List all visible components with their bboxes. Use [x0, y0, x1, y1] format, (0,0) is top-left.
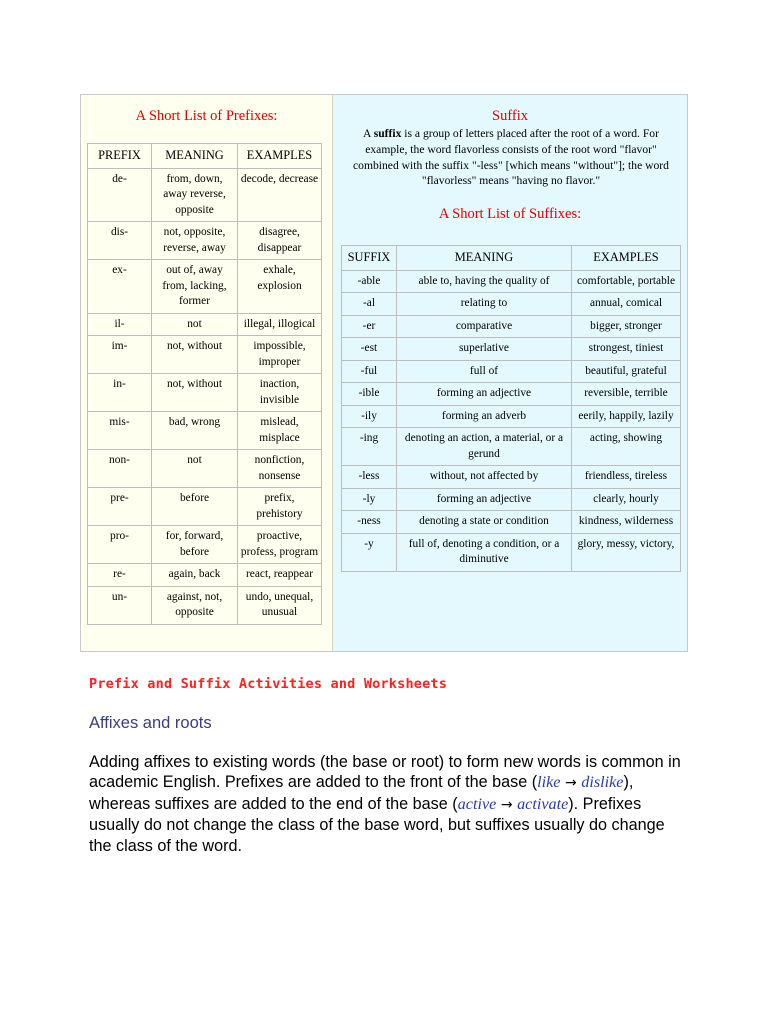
cell-meaning: before — [152, 488, 238, 526]
example-like: like — [537, 773, 561, 792]
cell-meaning: not, opposite, reverse, away — [152, 222, 238, 260]
cell-meaning: relating to — [397, 293, 572, 316]
cell-affix: dis- — [88, 222, 152, 260]
cell-examples: glory, messy, victory, — [572, 533, 681, 571]
cell-affix: un- — [88, 586, 152, 624]
cell-affix: -able — [342, 270, 397, 293]
cell-affix: pro- — [88, 526, 152, 564]
prefix-row — [88, 168, 322, 222]
cell-affix: -er — [342, 315, 397, 338]
cell-examples: kindness, wilderness — [572, 511, 681, 534]
prefix-row — [88, 564, 322, 587]
suffix-def-start: A — [363, 127, 374, 140]
cell-meaning: out of, away from, lacking, former — [152, 260, 238, 314]
prefix-table-header — [88, 144, 322, 169]
suffix-row — [342, 533, 681, 571]
cell-meaning: not, without — [152, 336, 238, 374]
cell-affix: non- — [88, 450, 152, 488]
cell-affix: -ible — [342, 383, 397, 406]
cell-meaning: from, down, away reverse, opposite — [152, 168, 238, 222]
cell-meaning: not — [152, 450, 238, 488]
cell-affix: -ness — [342, 511, 397, 534]
cell-affix: im- — [88, 336, 152, 374]
cell-affix: -ing — [342, 428, 397, 466]
cell-affix: -ful — [342, 360, 397, 383]
cell-affix: in- — [88, 374, 152, 412]
header-examples: EXAMPLES — [572, 246, 681, 271]
suffix-row — [342, 466, 681, 489]
cell-examples: mislead, misplace — [238, 412, 322, 450]
cell-examples: comfortable, portable — [572, 270, 681, 293]
prefix-row — [88, 412, 322, 450]
cell-affix: re- — [88, 564, 152, 587]
prefix-row — [88, 450, 322, 488]
cell-meaning: comparative — [397, 315, 572, 338]
suffix-row — [342, 405, 681, 428]
prefix-row — [88, 586, 322, 624]
cell-examples: disagree, disappear — [238, 222, 322, 260]
prefix-row — [88, 260, 322, 314]
body-paragraph — [89, 752, 689, 856]
cell-meaning: denoting an action, a material, or a gerund — [397, 428, 572, 466]
cell-meaning: bad, wrong — [152, 412, 238, 450]
suffix-table-header — [342, 246, 681, 271]
cell-examples: strongest, tiniest — [572, 338, 681, 361]
cell-meaning: full of, denoting a condition, or a diminutive — [397, 533, 572, 571]
suffix-row — [342, 383, 681, 406]
cell-examples: illegal, illogical — [238, 313, 322, 336]
prefix-row — [88, 374, 322, 412]
cell-examples: beautiful, grateful — [572, 360, 681, 383]
suffix-table — [341, 245, 681, 572]
cell-meaning: superlative — [397, 338, 572, 361]
affixes-heading: Affixes and roots — [89, 714, 212, 732]
prefix-row — [88, 222, 322, 260]
prefix-row — [88, 336, 322, 374]
cell-examples: exhale, explosion — [238, 260, 322, 314]
cell-meaning: able to, having the quality of — [397, 270, 572, 293]
suffix-list-title: A Short List of Suffixes: — [438, 206, 582, 222]
cell-affix: il- — [88, 313, 152, 336]
cell-examples: eerily, happily, lazily — [572, 405, 681, 428]
cell-examples: proactive, profess, program — [238, 526, 322, 564]
cell-meaning: denoting a state or condition — [397, 511, 572, 534]
cell-examples: bigger, stronger — [572, 315, 681, 338]
arrow-icon: → — [500, 796, 513, 813]
suffix-row — [342, 315, 681, 338]
cell-meaning: again, back — [152, 564, 238, 587]
cell-examples: inaction, invisible — [238, 374, 322, 412]
para-part-3: ). Prefixes usually do not change the class of the base word, but suffixes usually do change the class of the word. — [89, 794, 665, 855]
example-activate: activate — [517, 794, 569, 813]
cell-examples: decode, decrease — [238, 168, 322, 222]
header-meaning: MEANING — [152, 144, 238, 169]
header-suffix: SUFFIX — [342, 246, 397, 271]
cell-meaning: forming an adverb — [397, 405, 572, 428]
cell-affix: -ily — [342, 405, 397, 428]
cell-affix: mis- — [88, 412, 152, 450]
activities-title: Prefix and Suffix Activities and Worksheets — [89, 676, 448, 692]
cell-examples: annual, comical — [572, 293, 681, 316]
header-prefix: PREFIX — [88, 144, 152, 169]
example-dislike: dislike — [581, 773, 624, 792]
cell-meaning: without, not affected by — [397, 466, 572, 489]
cell-examples: react, reappear — [238, 564, 322, 587]
cell-examples: reversible, terrible — [572, 383, 681, 406]
cell-affix: -al — [342, 293, 397, 316]
header-meaning: MEANING — [397, 246, 572, 271]
cell-examples: undo, unequal, unusual — [238, 586, 322, 624]
prefix-row — [88, 313, 322, 336]
suffix-row — [342, 428, 681, 466]
suffix-row — [342, 293, 681, 316]
cell-affix: -est — [342, 338, 397, 361]
cell-meaning: against, not, opposite — [152, 586, 238, 624]
header-examples: EXAMPLES — [238, 144, 322, 169]
cell-meaning: forming an adjective — [397, 488, 572, 511]
prefix-row — [88, 526, 322, 564]
suffix-def-term: suffix — [373, 127, 402, 140]
cell-examples: friendless, tireless — [572, 466, 681, 489]
arrow-icon: → — [565, 775, 577, 792]
cell-affix: -less — [342, 466, 397, 489]
cell-meaning: full of — [397, 360, 572, 383]
reference-panel — [80, 94, 688, 652]
prefix-pane — [81, 95, 333, 651]
cell-affix: pre- — [88, 488, 152, 526]
cell-examples: acting, showing — [572, 428, 681, 466]
cell-examples: impossible, improper — [238, 336, 322, 374]
para-part-1: Adding affixes to existing words (the base or root) to form new words is common in academic English. Prefixes are added to the front of the base ( — [89, 753, 681, 792]
example-active: active — [457, 794, 497, 813]
cell-meaning: for, forward, before — [152, 526, 238, 564]
cell-affix: de- — [88, 168, 152, 222]
suffix-pane — [333, 95, 687, 651]
cell-examples: nonfiction, nonsense — [238, 450, 322, 488]
suffix-heading: Suffix — [492, 108, 528, 124]
suffix-definition — [345, 126, 677, 189]
para-part-2: ), whereas suffixes are added to the end of the base ( — [89, 773, 634, 813]
cell-affix: -ly — [342, 488, 397, 511]
prefix-list-title: A Short List of Prefixes: — [135, 108, 278, 124]
prefix-row — [88, 488, 322, 526]
cell-affix: ex- — [88, 260, 152, 314]
suffix-row — [342, 488, 681, 511]
suffix-row — [342, 360, 681, 383]
prefix-table — [87, 143, 322, 625]
suffix-row — [342, 270, 681, 293]
cell-examples: clearly, hourly — [572, 488, 681, 511]
cell-examples: prefix, prehistory — [238, 488, 322, 526]
cell-meaning: not — [152, 313, 238, 336]
suffix-def-text: is a group of letters placed after the root of a word. For example, the word flavorless consists of the root word "flavor" combined with the suffix "-less" [which means "without"]; the word "flavorless" means "having no flavor." — [353, 127, 669, 188]
suffix-row — [342, 338, 681, 361]
suffix-row — [342, 511, 681, 534]
cell-meaning: not, without — [152, 374, 238, 412]
cell-affix: -y — [342, 533, 397, 571]
cell-meaning: forming an adjective — [397, 383, 572, 406]
